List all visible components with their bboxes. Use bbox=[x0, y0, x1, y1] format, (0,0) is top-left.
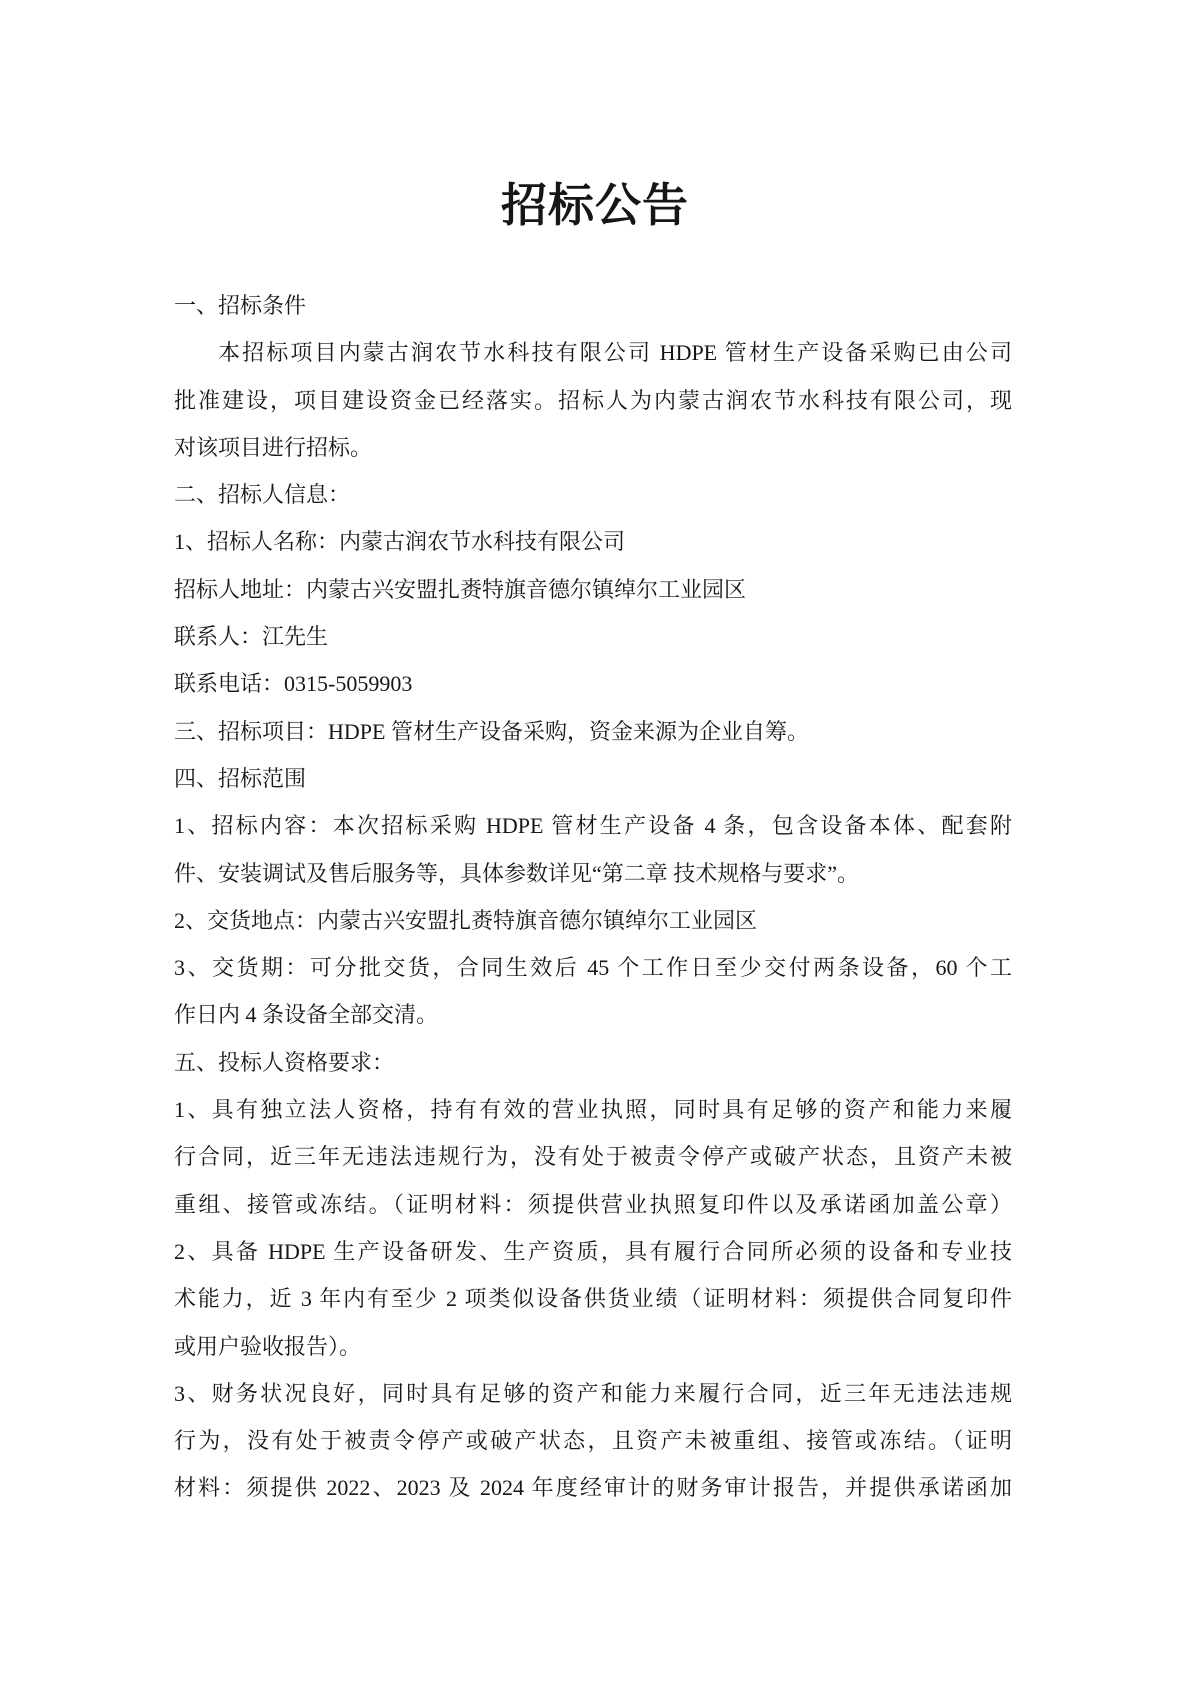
document-line-heading-2: 二、招标人信息： bbox=[174, 482, 351, 508]
document-line: 或用户验收报告）。 bbox=[174, 1333, 362, 1359]
document-line: 件、安装调试及售后服务等，具体参数详见“第二章 技术规格与要求”。 bbox=[174, 860, 860, 886]
document-line: 1、招标人名称：内蒙古润农节水科技有限公司 bbox=[174, 529, 626, 555]
document-line: 3、财务状况良好，同时具有足够的资产和能力来履行合同，近三年无违法违规 bbox=[174, 1380, 1012, 1406]
document-line-heading-4: 四、招标范围 bbox=[174, 765, 307, 791]
document-line: 1、具有独立法人资格，持有有效的营业执照，同时具有足够的资产和能力来履 bbox=[174, 1097, 1012, 1123]
document-line: 行为，没有处于被责令停产或破产状态，且资产未被重组、接管或冻结。（证明 bbox=[174, 1428, 1012, 1454]
document-title: 招标公告 bbox=[501, 180, 689, 231]
document-line: 2、具备 HDPE 生产设备研发、生产资质，具有履行合同所必须的设备和专业技 bbox=[174, 1238, 1012, 1264]
document-line: 1、招标内容：本次招标采购 HDPE 管材生产设备 4 条，包含设备本体、配套附 bbox=[174, 813, 1012, 839]
document-line: 本招标项目内蒙古润农节水科技有限公司 HDPE 管材生产设备采购已由公司 bbox=[218, 340, 1012, 366]
document-body bbox=[174, 282, 1012, 1512]
document-line: 2、交货地点：内蒙古兴安盟扎赉特旗音德尔镇绰尔工业园区 bbox=[174, 907, 758, 933]
document-line: 材料：须提供 2022、2023 及 2024 年度经审计的财务审计报告，并提供承诺函加 bbox=[174, 1475, 1012, 1501]
document-line: 重组、接管或冻结。（证明材料：须提供营业执照复印件以及承诺函加盖公章） bbox=[174, 1191, 1012, 1217]
document-line: 招标人地址：内蒙古兴安盟扎赉特旗音德尔镇绰尔工业园区 bbox=[174, 576, 747, 602]
document-line: 联系人：江先生 bbox=[174, 624, 329, 650]
document-line-heading-5: 五、投标人资格要求： bbox=[174, 1049, 395, 1075]
document-line: 对该项目进行招标。 bbox=[174, 434, 373, 460]
document-line: 3、交货期：可分批交货，合同生效后 45 个工作日至少交付两条设备，60 个工 bbox=[174, 955, 1012, 981]
document-line-heading-3: 三、招标项目：HDPE 管材生产设备采购，资金来源为企业自筹。 bbox=[174, 718, 809, 744]
document-line: 作日内 4 条设备全部交清。 bbox=[174, 1002, 439, 1028]
document-line: 联系电话：0315-5059903 bbox=[174, 671, 413, 697]
document-line: 行合同，近三年无违法违规行为，没有处于被责令停产或破产状态，且资产未被 bbox=[174, 1144, 1012, 1170]
document-line: 术能力，近 3 年内有至少 2 项类似设备供货业绩（证明材料：须提供合同复印件 bbox=[174, 1286, 1012, 1312]
document-line-heading-1: 一、招标条件 bbox=[174, 293, 307, 318]
document-line: 批准建设，项目建设资金已经落实。招标人为内蒙古润农节水科技有限公司，现 bbox=[174, 387, 1012, 413]
